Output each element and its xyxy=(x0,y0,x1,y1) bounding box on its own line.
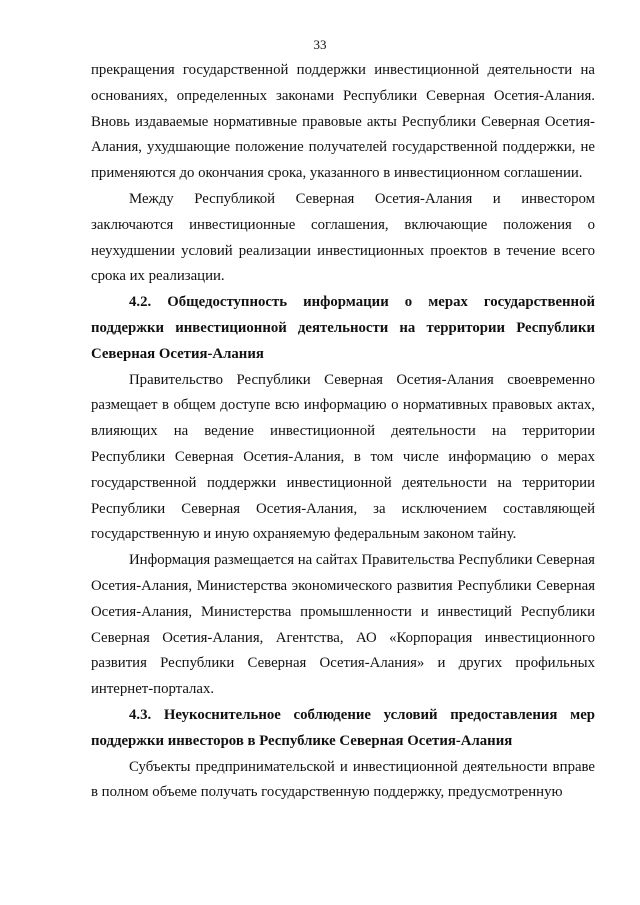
document-body xyxy=(91,58,595,806)
paragraph-investment-agreements: Между Республикой Северная Осетия-Алания и инвестором заключаются инвестиционные соглашения, включающие положения о неухудшении условий реализации инвестиционных проектов в течение всего срока их реализации. xyxy=(91,190,595,285)
section-heading-4-2: 4.2. Общедоступность информации о мерах государственной поддержки инвестиционной деятельности на территории Республики Северная Осетия-Алания xyxy=(91,294,595,362)
paragraph-entities-support: Субъекты предпринимательской и инвестиционной деятельности вправе в полном объеме получать государственную поддержку, предусмотренную xyxy=(91,758,595,801)
paragraph-information-websites: Информация размещается на сайтах Правительства Республики Северная Осетия-Алания, Министерства экономического развития Республики Северная Осетия-Алания, Министерства промышленности и инвестиций Республики Северная Осетия-Алания, Агентства, АО «Корпорация инвестиционного развития Республики Северная Осетия-Алания» и других профильных интернет-порталах. xyxy=(91,552,595,698)
page-number: 33 xyxy=(313,37,327,52)
paragraph-government-publishes: Правительство Республики Северная Осетия-Алания своевременно размещает в общем доступе всю информацию о нормативных правовых актах, влияющих на ведение инвестиционной деятельности на территории Республики Северная Осетия-Алания, в том числе информацию о мерах государственной поддержки инвестиционной деятельности на территории Республики Северная Осетия-Алания, за исключением составляющей государственную и иную охраняемую федеральным законом тайну. xyxy=(91,371,595,543)
section-heading-4-3: 4.3. Неукоснительное соблюдение условий предоставления мер поддержки инвесторов в Республике Северная Осетия-Алания xyxy=(91,706,595,749)
paragraph-continuation: прекращения государственной поддержки инвестиционной деятельности на основаниях, определенных законами Республики Северная Осетия-Алания. Вновь издаваемые нормативные правовые акты Республики Северная Осетия-Алания, ухудшающие положение получателей государственной поддержки, не применяются до окончания срока, указанного в инвестиционном соглашении. xyxy=(91,62,595,182)
